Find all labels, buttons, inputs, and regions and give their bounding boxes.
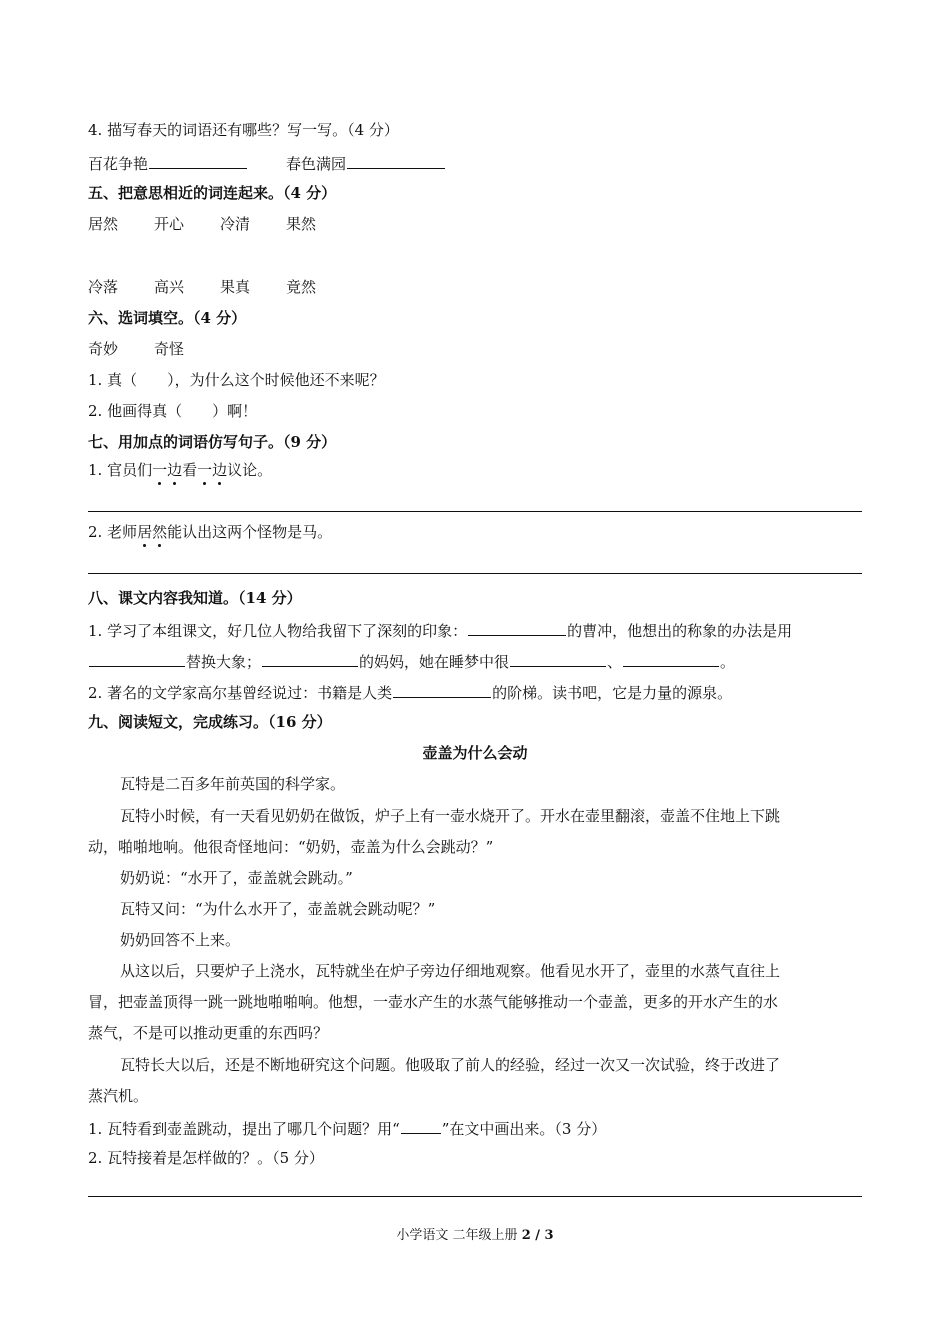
passage-paragraph: 瓦特又问：“为什么水开了，壶盖就会跳动呢？” bbox=[120, 900, 436, 918]
section6-q1 bbox=[88, 369, 862, 391]
passage-paragraph: 奶奶回答不上来。 bbox=[120, 931, 241, 949]
passage-paragraph: 瓦特长大以后，还是不断地研究这个问题。他吸取了前人的经验，经过一次又一次试验，终于改进了 bbox=[120, 1056, 781, 1074]
fill-blank[interactable] bbox=[623, 649, 719, 667]
word-item[interactable]: 竟然 bbox=[286, 278, 317, 296]
dotted-char: 一 bbox=[197, 461, 213, 479]
section5-heading: 五、把意思相近的词连起来。（4 分） bbox=[88, 184, 337, 202]
section7-heading: 七、用加点的词语仿写句子。（9 分） bbox=[88, 433, 337, 451]
page-footer bbox=[0, 1227, 950, 1245]
q4-answer-row bbox=[88, 151, 862, 175]
word-item[interactable]: 果然 bbox=[286, 215, 317, 233]
section8-q1-line2 bbox=[88, 649, 862, 673]
fill-blank[interactable] bbox=[393, 680, 491, 698]
sentence-part: 议论。 bbox=[227, 461, 273, 479]
passage-paragraph-cont: 蒸汽机。 bbox=[88, 1087, 149, 1105]
section5-row2 bbox=[88, 276, 862, 298]
word-choice: 奇怪 bbox=[154, 340, 185, 358]
section8-heading: 八、课文内容我知道。（14 分） bbox=[88, 589, 302, 607]
word-item[interactable]: 居然 bbox=[88, 215, 119, 233]
passage-paragraph: 瓦特是二百多年前英国的科学家。 bbox=[120, 775, 346, 793]
q4-blank2[interactable] bbox=[347, 151, 445, 169]
section8-q1-line1 bbox=[88, 618, 862, 642]
fill-blank[interactable] bbox=[262, 649, 358, 667]
answer-line[interactable] bbox=[88, 511, 862, 512]
section9-heading: 九、阅读短文，完成练习。（16 分） bbox=[88, 713, 332, 731]
section9-q1 bbox=[88, 1116, 862, 1140]
sentence-part: 的曹冲，他想出的称象的办法是用 bbox=[567, 622, 793, 640]
passage-paragraph-cont: 冒，把壶盖顶得一跳一跳地啪啪响。他想，一壶水产生的水蒸气能够推动一个壶盖，更多的开水产生的水 bbox=[88, 993, 779, 1011]
sentence-part: 能认出这两个怪物是马。 bbox=[167, 523, 333, 541]
section6-heading: 六、选词填空。（4 分） bbox=[88, 309, 247, 327]
passage-paragraph-cont: 蒸气，不是可以推动更重的东西吗？ bbox=[88, 1024, 329, 1042]
answer-line[interactable] bbox=[88, 1196, 862, 1197]
q2-prefix: 2. 他画得真（ bbox=[88, 402, 183, 420]
passage-paragraph: 瓦特小时候，有一天看见奶奶在做饭，炉子上有一壶水烧开了。开水在壶里翻滚，壶盖不住地上下跳 bbox=[120, 807, 781, 825]
q4-blank1[interactable] bbox=[149, 151, 247, 169]
page-number: 2 / 3 bbox=[521, 1228, 554, 1243]
sentence-part: 1. 学习了本组课文，好几位人物给我留下了深刻的印象： bbox=[88, 622, 468, 640]
fill-blank[interactable] bbox=[468, 618, 566, 636]
passage-paragraph-cont: 动，啪啪地响。他很奇怪地问：“奶奶，壶盖为什么会跳动？” bbox=[88, 838, 494, 856]
sentence-part: 2. 著名的文学家高尔基曾经说过：书籍是人类 bbox=[88, 684, 393, 702]
q1-prefix: 1. 真（ bbox=[88, 371, 138, 389]
answer-line[interactable] bbox=[88, 573, 862, 574]
dotted-char: 边 bbox=[167, 461, 183, 479]
word-item[interactable]: 高兴 bbox=[154, 278, 185, 296]
q4-question: 4. 描写春天的词语还有哪些？写一写。（4 分） bbox=[88, 121, 399, 139]
q4-item2: 春色满园 bbox=[286, 155, 347, 173]
q4-item1: 百花争艳 bbox=[88, 155, 149, 173]
underline-sample bbox=[401, 1116, 441, 1134]
section8-q2 bbox=[88, 680, 862, 704]
dotted-char: 然 bbox=[152, 523, 168, 541]
sentence-part: 1. 瓦特看到壶盖跳动，提出了哪几个问题？用“ bbox=[88, 1120, 400, 1138]
word-item[interactable]: 果真 bbox=[220, 278, 251, 296]
section7-q2 bbox=[88, 521, 862, 543]
dotted-char: 一 bbox=[152, 461, 168, 479]
section6-word-choices bbox=[88, 338, 862, 360]
sentence-part: ”在文中画出来。（3 分） bbox=[441, 1120, 607, 1138]
sentence-part: 替换大象； bbox=[186, 653, 262, 671]
sentence-part: 1. 官员们 bbox=[88, 461, 153, 479]
dotted-char: 居 bbox=[137, 523, 153, 541]
sentence-part: 看 bbox=[182, 461, 198, 479]
section9-q2: 2. 瓦特接着是怎样做的？。（5 分） bbox=[88, 1149, 324, 1167]
fill-blank[interactable] bbox=[510, 649, 606, 667]
sentence-part: 的阶梯。读书吧，它是力量的源泉。 bbox=[492, 684, 733, 702]
q1-suffix: ），为什么这个时候他还不来呢？ bbox=[167, 371, 385, 389]
word-item[interactable]: 冷清 bbox=[220, 215, 251, 233]
passage-paragraph: 从这以后，只要炉子上浇水，瓦特就坐在炉子旁边仔细地观察。他看见水开了，壶里的水蒸气直往上 bbox=[120, 962, 781, 980]
sentence-end: 。 bbox=[720, 653, 736, 671]
word-item[interactable]: 冷落 bbox=[88, 278, 119, 296]
sentence-part: 的妈妈，她在睡梦中很 bbox=[359, 653, 510, 671]
section7-q1 bbox=[88, 459, 862, 481]
section6-q2 bbox=[88, 400, 862, 422]
fill-blank[interactable] bbox=[89, 649, 185, 667]
passage-paragraph: 奶奶说：“水开了，壶盖就会跳动。” bbox=[120, 869, 353, 887]
word-choice: 奇妙 bbox=[88, 340, 119, 358]
q2-suffix: ）啊！ bbox=[212, 402, 258, 420]
dotted-char: 边 bbox=[212, 461, 228, 479]
word-item[interactable]: 开心 bbox=[154, 215, 185, 233]
footer-text: 小学语文 二年级上册 bbox=[396, 1228, 518, 1243]
sentence-part: 2. 老师 bbox=[88, 523, 138, 541]
separator: 、 bbox=[607, 653, 623, 671]
section5-row1 bbox=[88, 213, 862, 235]
passage-title: 壶盖为什么会动 bbox=[422, 744, 528, 762]
